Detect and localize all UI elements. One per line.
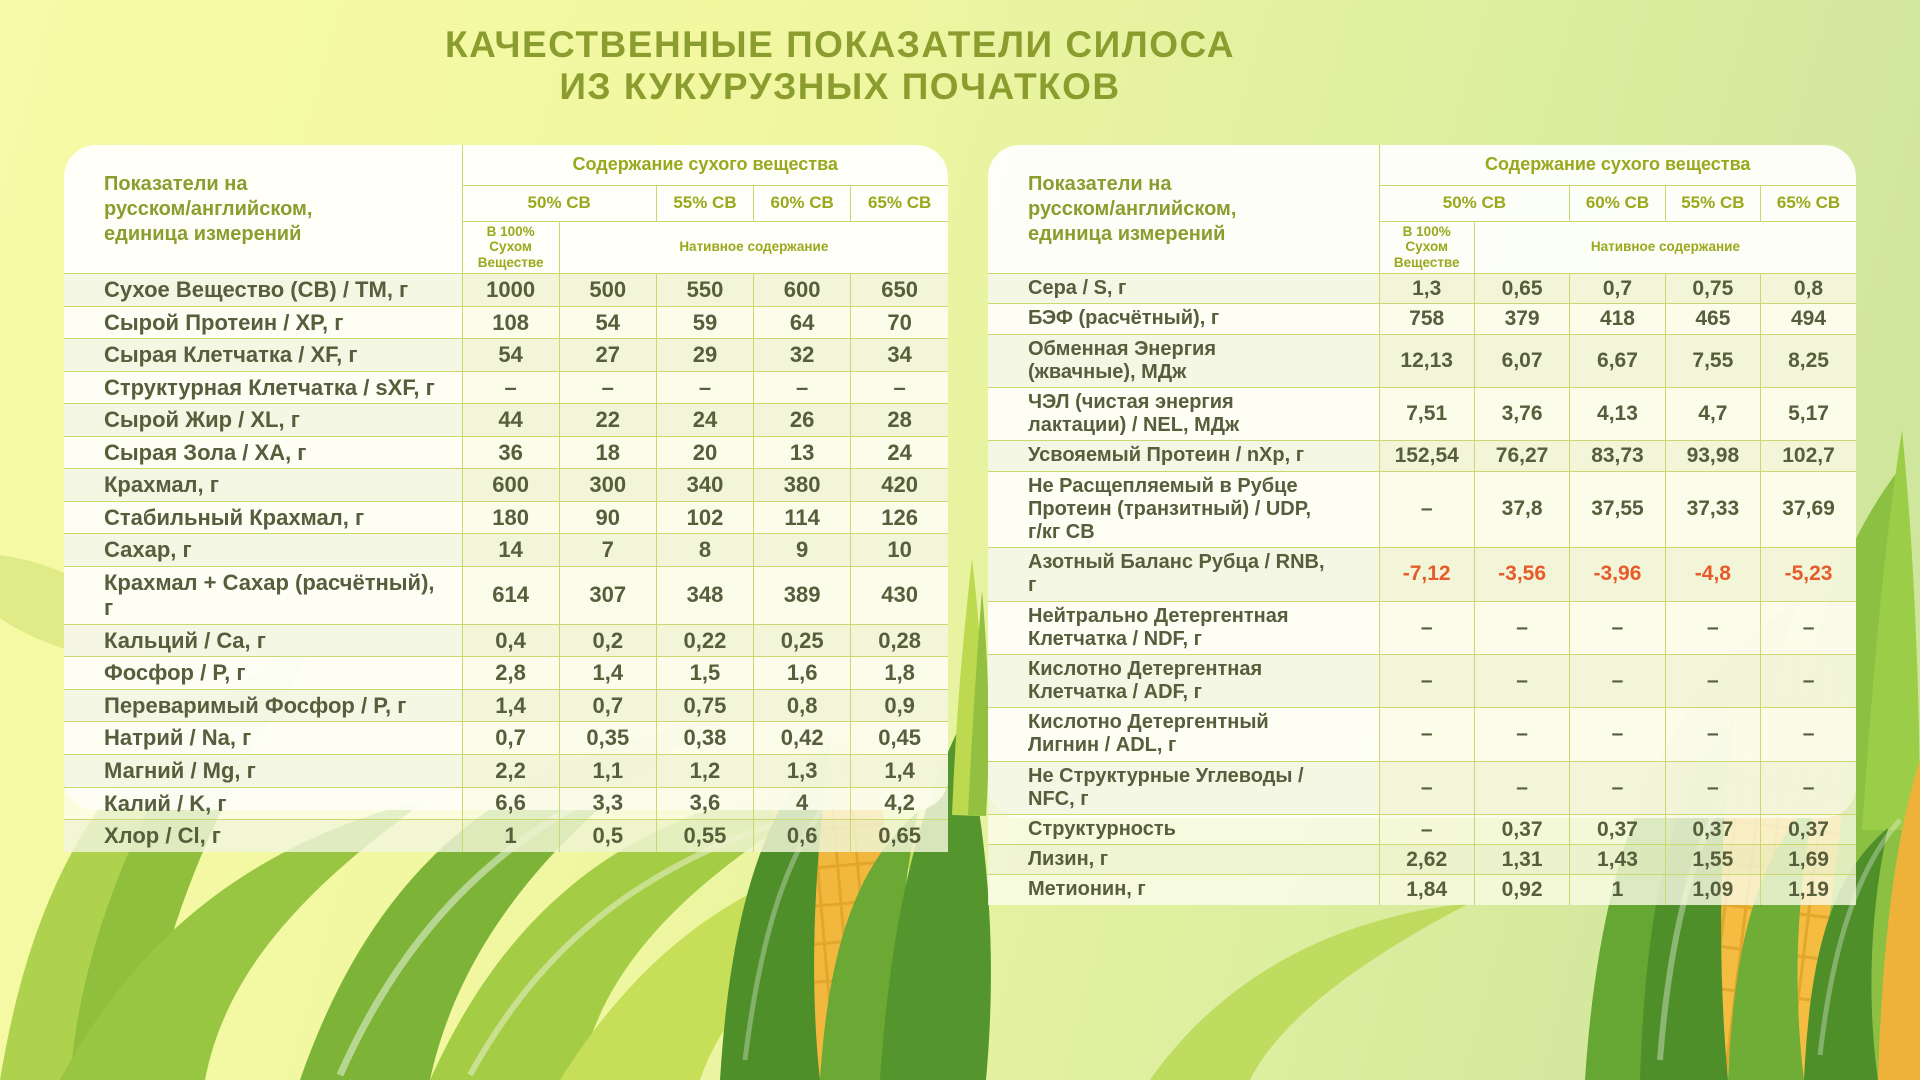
value-cell: 1,4 [559, 657, 656, 690]
value-cell: 13 [754, 436, 851, 469]
row-label: Азотный Баланс Рубца / RNB, г [988, 548, 1379, 601]
table-row [64, 657, 948, 690]
value-cell: 6,67 [1570, 334, 1665, 387]
value-cell: 1,5 [656, 657, 753, 690]
value-cell: 37,33 [1665, 471, 1760, 548]
sub-header-100-percent-dm: В 100% Сухом Веществе [462, 221, 559, 274]
page-title-line-2: ИЗ КУКУРУЗНЫХ ПОЧАТКОВ [559, 66, 1121, 107]
value-cell: – [754, 371, 851, 404]
value-cell: – [1570, 708, 1665, 761]
table-row [988, 708, 1856, 761]
value-cell: 2,62 [1379, 845, 1474, 875]
value-cell: 389 [754, 566, 851, 624]
value-cell: 114 [754, 501, 851, 534]
table-corner-label [988, 145, 1379, 274]
value-cell: 307 [559, 566, 656, 624]
row-label: Крахмал, г [64, 469, 462, 502]
table-row [988, 654, 1856, 707]
value-cell: 1,4 [851, 755, 948, 788]
dry-matter-col-header: 55% СВ [656, 185, 753, 221]
dry-matter-col-header: 55% СВ [1665, 185, 1760, 221]
value-cell: 500 [559, 274, 656, 307]
value-cell: 614 [462, 566, 559, 624]
table-row [64, 274, 948, 307]
table-row [64, 339, 948, 372]
row-label: Структурная Клетчатка / sXF, г [64, 371, 462, 404]
value-cell: 28 [851, 404, 948, 437]
value-cell: 3,3 [559, 787, 656, 820]
value-cell: – [1761, 708, 1856, 761]
row-label: Сырая Зола / XA, г [64, 436, 462, 469]
table-row [64, 566, 948, 624]
value-cell: 420 [851, 469, 948, 502]
value-cell: 550 [656, 274, 753, 307]
value-cell: 1,6 [754, 657, 851, 690]
value-cell: 70 [851, 306, 948, 339]
row-label: Крахмал + Сахар (расчётный), г [64, 566, 462, 624]
row-label: Не Структурные Углеводы / NFC, г [988, 761, 1379, 814]
table-row [64, 755, 948, 788]
value-cell: 152,54 [1379, 441, 1474, 471]
table-row [988, 548, 1856, 601]
value-cell: – [1474, 654, 1569, 707]
value-cell: 27 [559, 339, 656, 372]
value-cell: 37,55 [1570, 471, 1665, 548]
value-cell: – [1474, 601, 1569, 654]
value-cell: 0,92 [1474, 875, 1569, 905]
dry-matter-group-header: Содержание сухого вещества [462, 145, 948, 185]
value-cell: 380 [754, 469, 851, 502]
value-cell: 0,8 [754, 689, 851, 722]
value-cell: 600 [462, 469, 559, 502]
value-cell: – [851, 371, 948, 404]
value-cell: 1,8 [851, 657, 948, 690]
table-row [64, 501, 948, 534]
value-cell: – [1379, 601, 1474, 654]
table-row [64, 436, 948, 469]
value-cell: – [1761, 761, 1856, 814]
value-cell: 0,38 [656, 722, 753, 755]
value-cell: 4,7 [1665, 388, 1760, 441]
nutrition-table-left [64, 145, 948, 852]
value-cell: – [1761, 654, 1856, 707]
table-row [64, 534, 948, 567]
value-cell: 32 [754, 339, 851, 372]
value-cell: -7,12 [1379, 548, 1474, 601]
value-cell: 0,7 [462, 722, 559, 755]
row-label: Сырой Протеин / XP, г [64, 306, 462, 339]
value-cell: 7,51 [1379, 388, 1474, 441]
value-cell: 24 [851, 436, 948, 469]
value-cell: 1,4 [462, 689, 559, 722]
value-cell: 1 [1570, 875, 1665, 905]
value-cell: – [1665, 761, 1760, 814]
value-cell: 54 [462, 339, 559, 372]
row-label: Хлор / Cl, г [64, 820, 462, 852]
value-cell: 2,2 [462, 755, 559, 788]
row-label: Кислотно Детергентная Клетчатка / ADF, г [988, 654, 1379, 707]
value-cell: 180 [462, 501, 559, 534]
value-cell: 0,65 [1474, 274, 1569, 304]
value-cell: 1,84 [1379, 875, 1474, 905]
value-cell: 1,69 [1761, 845, 1856, 875]
value-cell: 0,28 [851, 624, 948, 657]
value-cell: 1,3 [1379, 274, 1474, 304]
nutrition-table-card-right [988, 145, 1856, 901]
value-cell: – [1379, 761, 1474, 814]
value-cell: 0,37 [1665, 815, 1760, 845]
table-row [988, 875, 1856, 905]
row-label: Лизин, г [988, 845, 1379, 875]
value-cell: – [1474, 708, 1569, 761]
value-cell: 0,22 [656, 624, 753, 657]
value-cell: 465 [1665, 304, 1760, 334]
row-label: Фосфор / P, г [64, 657, 462, 690]
dry-matter-col-header: 50% СВ [462, 185, 656, 221]
sub-header-native-content: Нативное содержание [1474, 221, 1856, 274]
table-row [988, 471, 1856, 548]
sub-header-100-percent-dm: В 100% Сухом Веществе [1379, 221, 1474, 274]
value-cell: 18 [559, 436, 656, 469]
row-label: Сахар, г [64, 534, 462, 567]
value-cell: -3,56 [1474, 548, 1569, 601]
value-cell: 90 [559, 501, 656, 534]
row-label: Усвояемый Протеин / nXp, г [988, 441, 1379, 471]
value-cell: – [1379, 708, 1474, 761]
value-cell: 1,1 [559, 755, 656, 788]
row-label: Сухое Вещество (СВ) / TM, г [64, 274, 462, 307]
value-cell: 3,6 [656, 787, 753, 820]
value-cell: 0,7 [559, 689, 656, 722]
value-cell: – [1379, 471, 1474, 548]
nutrition-table-card-left [64, 145, 948, 849]
value-cell: 1,09 [1665, 875, 1760, 905]
value-cell: 1,43 [1570, 845, 1665, 875]
value-cell: 24 [656, 404, 753, 437]
row-label: БЭФ (расчётный), г [988, 304, 1379, 334]
table-row [988, 845, 1856, 875]
value-cell: 418 [1570, 304, 1665, 334]
row-label: Сера / S, г [988, 274, 1379, 304]
row-label: Обменная Энергия (жвачные), МДж [988, 334, 1379, 387]
value-cell: 0,8 [1761, 274, 1856, 304]
value-cell: – [462, 371, 559, 404]
value-cell: 0,45 [851, 722, 948, 755]
value-cell: 0,7 [1570, 274, 1665, 304]
value-cell: 0,37 [1761, 815, 1856, 845]
value-cell: 29 [656, 339, 753, 372]
value-cell: 0,25 [754, 624, 851, 657]
row-label: Калий / K, г [64, 787, 462, 820]
value-cell: 8 [656, 534, 753, 567]
row-label: Кислотно Детергентный Лигнин / ADL, г [988, 708, 1379, 761]
value-cell: – [1379, 815, 1474, 845]
value-cell: 3,76 [1474, 388, 1569, 441]
value-cell: 59 [656, 306, 753, 339]
value-cell: – [559, 371, 656, 404]
value-cell: -5,23 [1761, 548, 1856, 601]
table-row [64, 624, 948, 657]
value-cell: – [656, 371, 753, 404]
nutrition-table-right [988, 145, 1856, 905]
row-label: Структурность [988, 815, 1379, 845]
value-cell: 4 [754, 787, 851, 820]
page-title-line-1: КАЧЕСТВЕННЫЕ ПОКАЗАТЕЛИ СИЛОСА [444, 24, 1235, 65]
value-cell: 0,37 [1570, 815, 1665, 845]
value-cell: 340 [656, 469, 753, 502]
row-label: Натрий / Na, г [64, 722, 462, 755]
table-row [988, 274, 1856, 304]
row-label: Стабильный Крахмал, г [64, 501, 462, 534]
table-row [988, 761, 1856, 814]
dry-matter-col-header: 65% СВ [851, 185, 948, 221]
value-cell: 430 [851, 566, 948, 624]
row-label: Кальций / Ca, г [64, 624, 462, 657]
value-cell: 0,6 [754, 820, 851, 852]
value-cell: 0,2 [559, 624, 656, 657]
value-cell: 5,17 [1761, 388, 1856, 441]
value-cell: 0,75 [656, 689, 753, 722]
value-cell: – [1665, 708, 1760, 761]
value-cell: 0,65 [851, 820, 948, 852]
table-row [988, 304, 1856, 334]
value-cell: 348 [656, 566, 753, 624]
value-cell: 9 [754, 534, 851, 567]
value-cell: 0,5 [559, 820, 656, 852]
value-cell: 0,4 [462, 624, 559, 657]
value-cell: 1 [462, 820, 559, 852]
value-cell: 300 [559, 469, 656, 502]
value-cell: – [1570, 654, 1665, 707]
value-cell: – [1570, 761, 1665, 814]
row-label: Сырой Жир / XL, г [64, 404, 462, 437]
table-row [988, 441, 1856, 471]
dry-matter-col-header: 60% СВ [1570, 185, 1665, 221]
value-cell: 102 [656, 501, 753, 534]
value-cell: 6,07 [1474, 334, 1569, 387]
value-cell: 54 [559, 306, 656, 339]
row-label: Магний / Mg, г [64, 755, 462, 788]
sub-header-native-content: Нативное содержание [559, 221, 948, 274]
value-cell: 126 [851, 501, 948, 534]
row-label: Сырая Клетчатка / XF, г [64, 339, 462, 372]
dry-matter-col-header: 65% СВ [1761, 185, 1856, 221]
value-cell: 0,42 [754, 722, 851, 755]
value-cell: 1,3 [754, 755, 851, 788]
value-cell: 0,37 [1474, 815, 1569, 845]
value-cell: 600 [754, 274, 851, 307]
value-cell: 4,13 [1570, 388, 1665, 441]
table-row [64, 787, 948, 820]
value-cell: 20 [656, 436, 753, 469]
value-cell: 37,69 [1761, 471, 1856, 548]
value-cell: 6,6 [462, 787, 559, 820]
table-row [64, 306, 948, 339]
table-corner-label-text: Показатели на русском/английском, единица измерений [104, 172, 313, 245]
value-cell: 14 [462, 534, 559, 567]
value-cell: 494 [1761, 304, 1856, 334]
value-cell: 1,19 [1761, 875, 1856, 905]
value-cell: 36 [462, 436, 559, 469]
dry-matter-group-header: Содержание сухого вещества [1379, 145, 1856, 185]
value-cell: 1,2 [656, 755, 753, 788]
table-row [988, 388, 1856, 441]
value-cell: 8,25 [1761, 334, 1856, 387]
value-cell: 650 [851, 274, 948, 307]
table-row [988, 334, 1856, 387]
table-row [64, 404, 948, 437]
value-cell: 1,31 [1474, 845, 1569, 875]
row-label: Переваримый Фосфор / P, г [64, 689, 462, 722]
value-cell: 0,75 [1665, 274, 1760, 304]
value-cell: 93,98 [1665, 441, 1760, 471]
table-header-row [988, 145, 1856, 185]
row-label: Метионин, г [988, 875, 1379, 905]
table-row [64, 722, 948, 755]
value-cell: 108 [462, 306, 559, 339]
value-cell: – [1379, 654, 1474, 707]
value-cell: 7,55 [1665, 334, 1760, 387]
value-cell: – [1570, 601, 1665, 654]
value-cell: 379 [1474, 304, 1569, 334]
value-cell: 83,73 [1570, 441, 1665, 471]
value-cell: 22 [559, 404, 656, 437]
table-row [64, 820, 948, 852]
value-cell: – [1665, 654, 1760, 707]
value-cell: – [1665, 601, 1760, 654]
value-cell: 7 [559, 534, 656, 567]
value-cell: 44 [462, 404, 559, 437]
value-cell: 0,9 [851, 689, 948, 722]
table-corner-label [64, 145, 462, 274]
value-cell: 64 [754, 306, 851, 339]
table-header-row [64, 145, 948, 185]
value-cell: 2,8 [462, 657, 559, 690]
value-cell: 12,13 [1379, 334, 1474, 387]
value-cell: 4,2 [851, 787, 948, 820]
value-cell: 0,35 [559, 722, 656, 755]
value-cell: 1,55 [1665, 845, 1760, 875]
value-cell: 76,27 [1474, 441, 1569, 471]
value-cell: 10 [851, 534, 948, 567]
value-cell: 34 [851, 339, 948, 372]
value-cell: -3,96 [1570, 548, 1665, 601]
table-row [64, 469, 948, 502]
row-label: ЧЭЛ (чистая энергия лактации) / NEL, МДж [988, 388, 1379, 441]
table-corner-label-text: Показатели на русском/английском, единица измерений [1028, 172, 1237, 245]
table-row [988, 815, 1856, 845]
dry-matter-col-header: 60% СВ [754, 185, 851, 221]
page-title [0, 24, 1680, 108]
value-cell: – [1474, 761, 1569, 814]
value-cell: 1000 [462, 274, 559, 307]
value-cell: 102,7 [1761, 441, 1856, 471]
dry-matter-col-header: 50% СВ [1379, 185, 1570, 221]
value-cell: 26 [754, 404, 851, 437]
table-row [64, 689, 948, 722]
row-label: Не Расщепляемый в Рубце Протеин (транзитный) / UDP, г/кг СВ [988, 471, 1379, 548]
value-cell: 758 [1379, 304, 1474, 334]
value-cell: 37,8 [1474, 471, 1569, 548]
row-label: Нейтрально Детергентная Клетчатка / NDF, г [988, 601, 1379, 654]
value-cell: – [1761, 601, 1856, 654]
table-row [988, 601, 1856, 654]
table-row [64, 371, 948, 404]
value-cell: 0,55 [656, 820, 753, 852]
value-cell: -4,8 [1665, 548, 1760, 601]
